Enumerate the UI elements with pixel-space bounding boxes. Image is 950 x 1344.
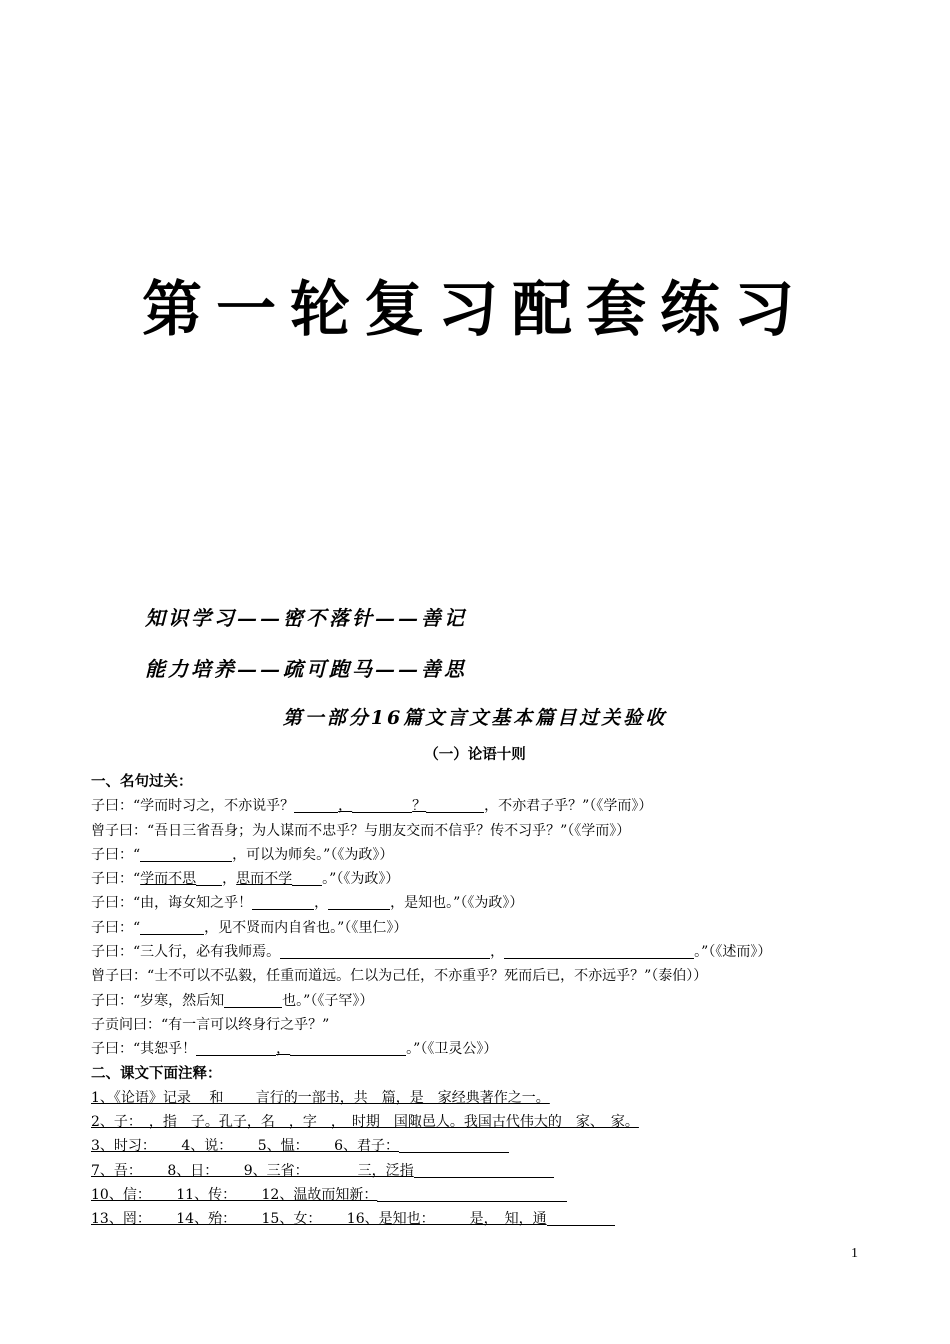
fill-blank[interactable] [224, 991, 282, 1008]
quote-line-4: 子曰：“学而不思 ，思而不学 。”（《为政》） [91, 871, 400, 888]
quote-line-9: 子曰：“岁寒，然后知 也。”（《子罕》） [91, 992, 374, 1009]
fill-blank[interactable] [426, 796, 484, 813]
motto-knowledge: 知识学习——密不落针——善记 [145, 606, 467, 630]
quote-line-10: 子贡问曰：“有一言可以终身行之乎？” [91, 1016, 330, 1033]
fill-blank[interactable] [196, 869, 222, 886]
fill-blank[interactable] [292, 869, 322, 886]
lesson-title: （一）论语十则 [424, 747, 526, 763]
fill-blank[interactable] [504, 942, 694, 959]
note-line-6: 13、罔： 14、殆： 15、女： 16、是知也： 是， 知，通 [91, 1207, 871, 1231]
quote-line-7: 子曰：“三人行，必有我师焉。 ， 。”（《述而》） [91, 944, 772, 961]
fill-blank[interactable] [294, 796, 338, 813]
fill-blank[interactable] [352, 796, 412, 813]
note-line-2: 2、子： ，指 子。孔子，名 ，字 ， 时期 国陬邑人。我国古代伟大的 家、 家。 [91, 1114, 639, 1131]
fill-blank[interactable] [414, 1161, 554, 1178]
section-heading-notes: 二、课文下面注释： [91, 1065, 222, 1082]
fill-blank[interactable] [252, 893, 314, 910]
quote-line-6: 子曰：“ ，见不贤而内自省也。”（《里仁》） [91, 919, 408, 936]
fill-blank[interactable] [140, 845, 232, 862]
fill-blank[interactable] [290, 1039, 406, 1056]
quote-line-5: 子曰：“由，诲女知之乎！ ， ，是知也。”（《为政》） [91, 895, 524, 912]
quote-line-11: 子曰：“其恕乎！ ， 。”（《卫灵公》） [91, 1041, 498, 1058]
quote-line-2: 曾子曰：“吾日三省吾身；为人谋而不忠乎？与朋友交而不信乎？传不习乎？”（《学而》） [91, 822, 631, 839]
quote-line-8: 曾子曰：“士不可以不弘毅，任重而道远。仁以为己任，不亦重乎？死而后已，不亦远乎？”（泰伯）） [91, 968, 708, 985]
fill-blank[interactable] [328, 893, 390, 910]
fill-blank[interactable] [280, 942, 490, 959]
fill-blank[interactable] [196, 1039, 276, 1056]
part-title: 第一部分16篇文言文基本篇目过关验收 [282, 707, 668, 729]
fill-blank[interactable] [547, 1209, 615, 1226]
note-line-4: 7、吾： 8、日： 9、三省： 三，泛指 [91, 1159, 871, 1183]
note-line-5: 10、信： 11、传： 12、温故而知新： [91, 1183, 871, 1207]
page-number: 1 [851, 1246, 858, 1261]
cover-title: 第一轮复习配套练习 [142, 275, 808, 345]
quote-line-1: 子曰：“学而时习之，不亦说乎？ ， ？ ，不亦君子乎？”（《学而》） [91, 798, 653, 815]
quote-line-3: 子曰：“ ，可以为师矣。”（《为政》） [91, 846, 394, 863]
fill-blank[interactable] [399, 1136, 509, 1153]
motto-ability: 能力培养——疏可跑马——善思 [145, 657, 467, 681]
section-heading-quotes: 一、名句过关： [91, 774, 193, 790]
fill-blank[interactable] [140, 918, 204, 935]
note-line-3: 3、时习： 4、说： 5、愠： 6、君子： [91, 1134, 871, 1158]
note-line-1: 1、《论语》记录 和 言行的一部书，共 篇，是 家经典著作之一。 [91, 1089, 550, 1106]
exercise-content [91, 770, 871, 1232]
fill-blank[interactable] [377, 1185, 567, 1202]
